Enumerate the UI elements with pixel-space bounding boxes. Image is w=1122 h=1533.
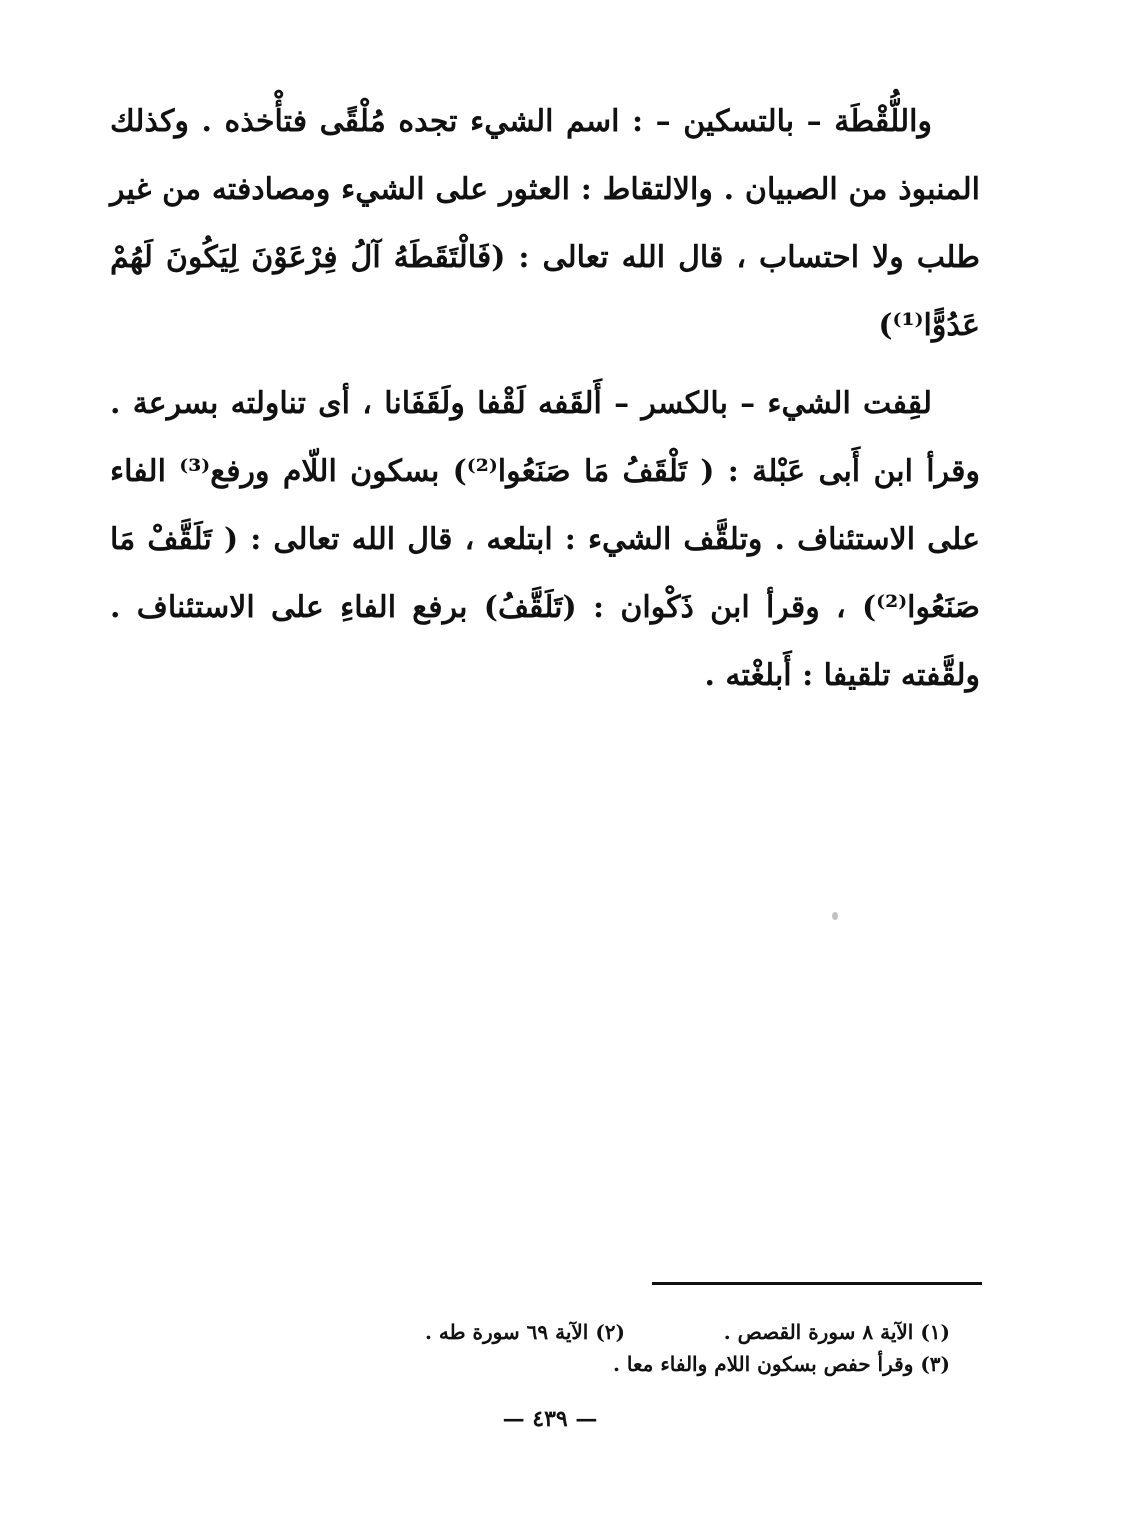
footnote-row [300,1348,950,1380]
footnote-separator [652,1282,982,1285]
footnote-3: (٣) وقرأ حفص بسكون اللام والفاء معا . [613,1352,950,1376]
scan-speck [832,912,838,920]
footnotes [300,1316,950,1380]
paragraph-luqta: واللُّقْطَة – بالتسكين – : اسم الشيء تجده مُلْقًى فتأْخذه . وكذلك المنبوذ من الصبيان . والالتقاط : العثور على الشيء ومصادفته من غير طلب ولا احتساب ، قال الله تعالى : (فَالْتَقَطَهُ آلُ فِرْعَوْنَ لِيَكُونَ لَهُمْ عَدُوًّا⁽¹⁾) [110,104,980,343]
page-number: — ٤٣٩ — [502,1406,598,1432]
main-text [110,88,980,710]
footnote-2: (٢) الآية ٦٩ سورة طه . [424,1320,625,1344]
paragraph-laqif: لقِفت الشيء – بالكسر – أَلقَفه لَقْفا ولَقَفَانا ، أى تناولته بسرعة . وقرأ ابن أَبى عَبْلة : ( تَلْقَفُ مَا صَنَعُوا⁽²⁾) بسكون اللّام ورفع⁽³⁾ الفاء على الاستئناف . وتلقَّف الشيء : ابتلعه ، قال الله تعالى : ( تَلَقَّفْ مَا صَنَعُوا⁽²⁾) ، وقرأ ابن ذَكْوان : (تَلَقَّفُ) برفع الفاءِ على الاستئناف . ولقَّفته تلقيفا : أَبلغْته . [110,386,980,693]
footnote-1: (١) الآية ٨ سورة القصص . [723,1320,950,1344]
footnote-row [300,1316,950,1348]
